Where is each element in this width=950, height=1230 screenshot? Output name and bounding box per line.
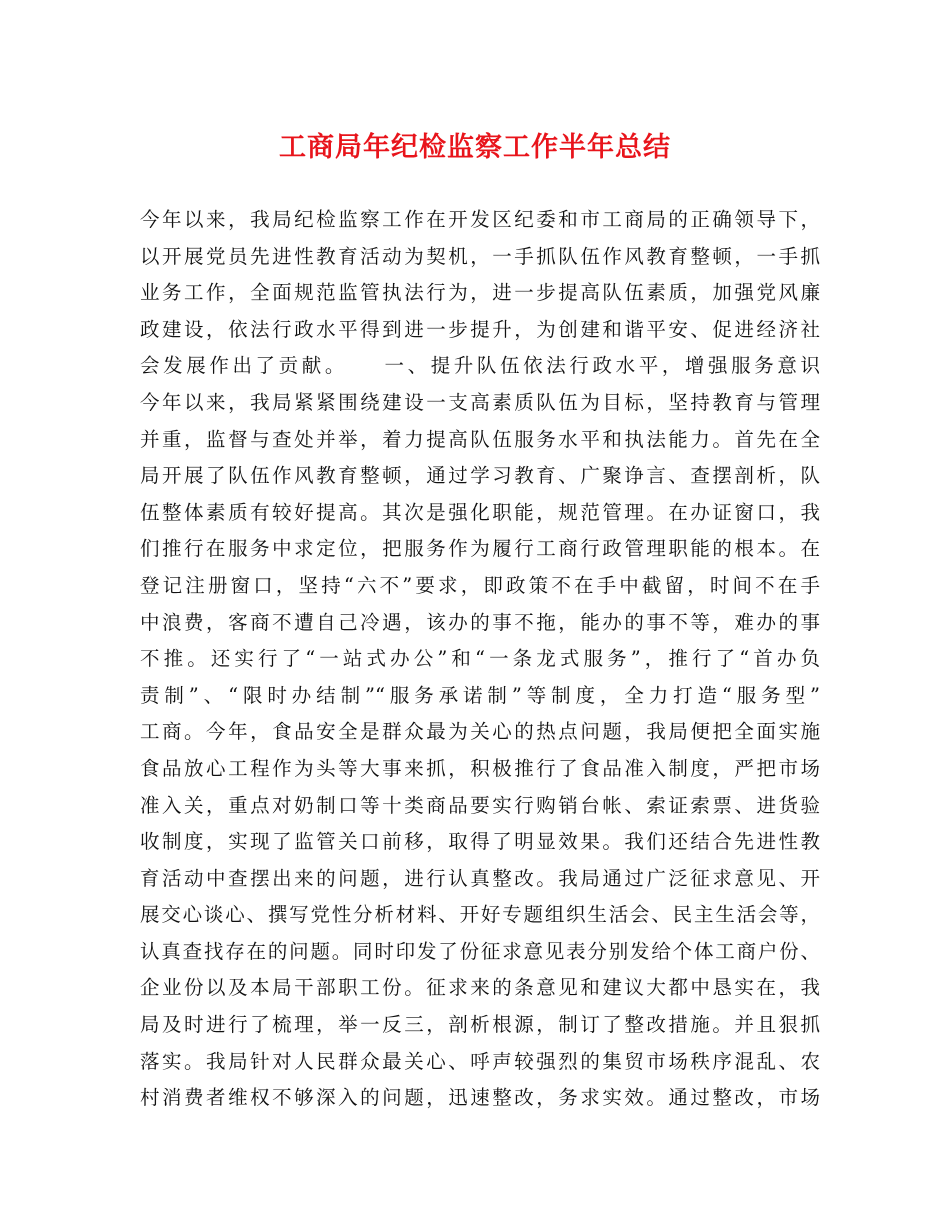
body-line: 以开展党员先进性教育活动为契机，一手抓队伍作风教育整顿，一手抓	[140, 244, 820, 268]
body-line: 准入关，重点对奶制口等十类商品要实行购销台帐、索证索票、进货验	[140, 793, 820, 817]
body-line: 育活动中查摆出来的问题，进行认真整改。我局通过广泛征求意见、开	[140, 866, 820, 890]
body-line: 今年以来，我局紧紧围绕建设一支高素质队伍为目标，坚持教育与管理	[140, 390, 820, 414]
body-line: 村消费者维权不够深入的问题，迅速整改，务求实效。通过整改，市场	[140, 1086, 820, 1110]
body-line: 展交心谈心、撰写党性分析材料、开好专题组织生活会、民主生活会等，	[140, 903, 820, 927]
body-line: 业务工作，全面规范监管执法行为，进一步提高队伍素质，加强党风廉	[140, 281, 820, 305]
body-line: 会发展作出了贡献。 一、提升队伍依法行政水平，增强服务意识	[140, 354, 820, 378]
body-line: 局开展了队伍作风教育整顿，通过学习教育、广聚诤言、查摆剖析，队	[140, 464, 820, 488]
body-line: 不推。还实行了“一站式办公”和“一条龙式服务”，推行了“首办负	[140, 647, 820, 671]
body-line: 们推行在服务中求定位，把服务作为履行工商行政管理职能的根本。在	[140, 537, 820, 561]
body-line: 并重，监督与查处并举，着力提高队伍服务水平和执法能力。首先在全	[140, 427, 820, 451]
document-title: 工商局年纪检监察工作半年总结	[279, 132, 671, 163]
body-line: 伍整体素质有较好提高。其次是强化职能，规范管理。在办证窗口，我	[140, 500, 820, 524]
body-line: 责制”、“限时办结制”“服务承诺制”等制度，全力打造“服务型”	[140, 683, 820, 707]
body-line: 收制度，实现了监管关口前移，取得了明显效果。我们还结合先进性教	[140, 830, 820, 854]
document-body	[140, 202, 820, 1117]
body-line: 食品放心工程作为头等大事来抓，积极推行了食品准入制度，严把市场	[140, 756, 820, 780]
body-line: 认真查找存在的问题。同时印发了份征求意见表分别发给个体工商户份、	[140, 939, 820, 963]
body-line: 中浪费，客商不遭自己冷遇，该办的事不拖，能办的事不等，难办的事	[140, 610, 820, 634]
body-line: 局及时进行了梳理，举一反三，剖析根源，制订了整改措施。并且狠抓	[140, 1013, 820, 1037]
body-line: 落实。我局针对人民群众最关心、呼声较强烈的集贸市场秩序混乱、农	[140, 1049, 820, 1073]
body-line: 政建设，依法行政水平得到进一步提升，为创建和谐平安、促进经济社	[140, 317, 820, 341]
body-line: 今年以来，我局纪检监察工作在开发区纪委和市工商局的正确领导下，	[140, 208, 820, 231]
body-line: 工商。今年，食品安全是群众最为关心的热点问题，我局便把全面实施	[140, 720, 820, 744]
body-line: 企业份以及本局干部职工份。征求来的条意见和建议大都中恳实在，我	[140, 976, 820, 1000]
body-line: 登记注册窗口，坚持“六不”要求，即政策不在手中截留，时间不在手	[140, 573, 820, 597]
